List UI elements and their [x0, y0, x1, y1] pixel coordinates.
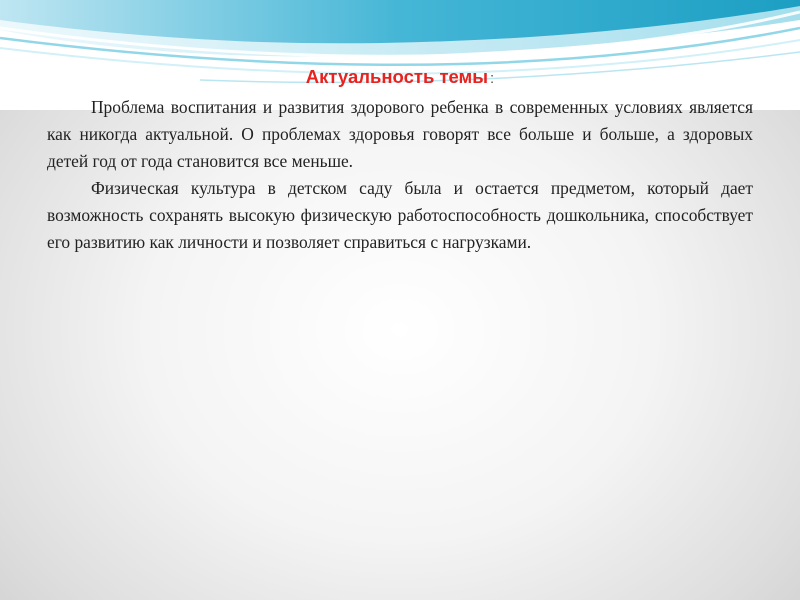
paragraph-2: Физическая культура в детском саду была и остается предметом, который дает возможность сохранять высокую физическую работоспособность дошкольника, способствует его развитию как личности и позволяет справиться с нагрузками. — [47, 178, 753, 252]
slide-content — [47, 64, 753, 256]
paragraph-1: Проблема воспитания и развития здорового ребенка в современных условиях является как никогда актуальной. О проблемах здоровья говорят все больше и больше, а здоровых детей год от года становится все меньше. — [47, 97, 753, 171]
slide-title-text: Актуальность темы — [305, 66, 489, 87]
slide-title — [47, 64, 753, 92]
slide-title-colon: : — [490, 70, 495, 87]
